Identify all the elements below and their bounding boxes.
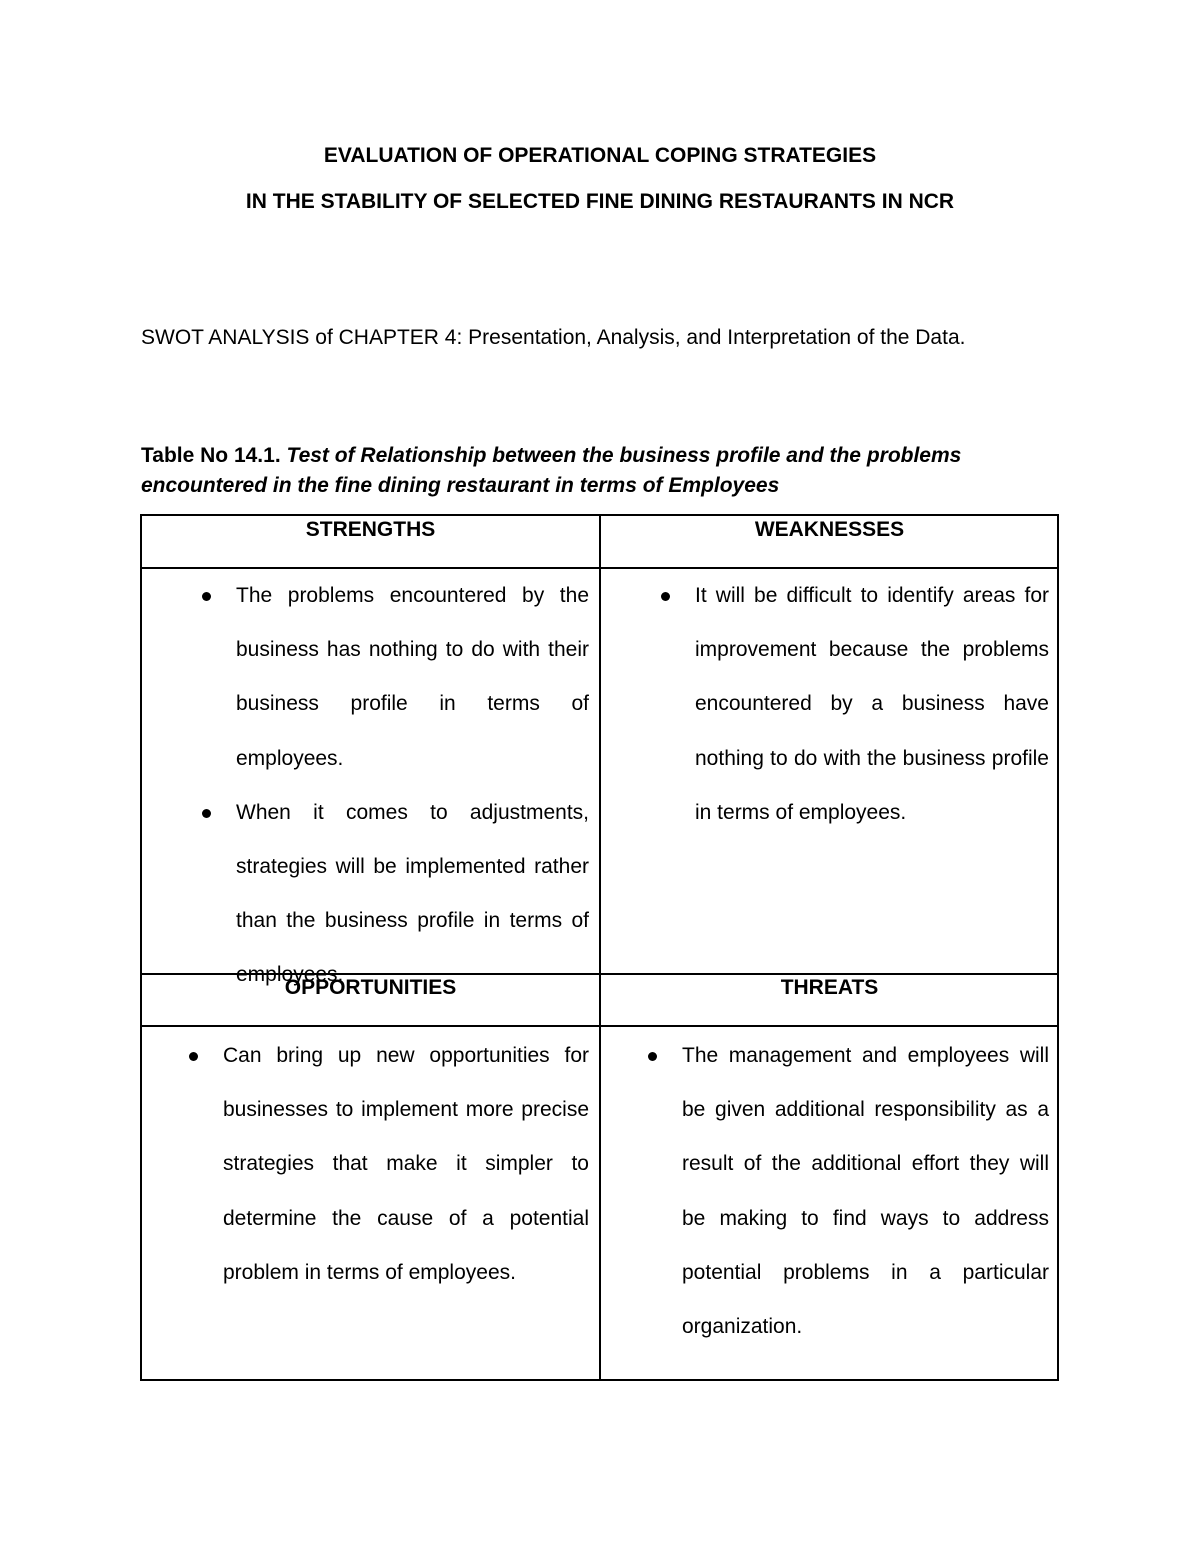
strengths-item [236, 786, 589, 1003]
strengths-item-text: The problems encountered by the business has nothing to do with their business profile in terms of employees. [236, 584, 589, 770]
opportunities-item [223, 1029, 589, 1300]
weaknesses-heading: WEAKNESSES [754, 518, 905, 541]
strengths-item [236, 569, 589, 786]
opportunities-heading: OPPORTUNITIES [284, 976, 457, 999]
opportunities-list [223, 1029, 589, 1300]
threats-item-text: The management and employees will be given additional responsibility as a result of the additional effort they will be making to find ways to address potential problems in a particular organization. [682, 1044, 1049, 1339]
strengths-heading: STRENGTHS [305, 518, 436, 541]
bullet-icon [661, 592, 670, 601]
threats-heading: THREATS [780, 976, 879, 999]
bullet-icon [648, 1052, 657, 1061]
table-caption-label: Table No 14.1. [141, 444, 281, 467]
bullet-icon [202, 809, 211, 818]
opportunities-item-text: Can bring up new opportunities for businesses to implement more precise strategies that make it simpler to determine the cause of a potential problem in terms of employees. [223, 1044, 589, 1284]
document-title-line-2: IN THE STABILITY OF SELECTED FINE DINING RESTAURANTS IN NCR [245, 190, 955, 213]
strengths-item-text: When it comes to adjustments, strategies will be implemented rather than the business profile in terms of employees. [236, 800, 589, 987]
table-caption [141, 441, 1051, 501]
threats-list [682, 1029, 1049, 1354]
swot-table [140, 514, 1059, 1381]
weaknesses-list [695, 569, 1049, 840]
table-caption-text: Test of Relationship between the business profile and the problems encountered in the fine dining restaurant in terms of Employees [141, 444, 962, 497]
swot-header-divider-bottom [142, 1025, 1057, 1027]
threats-item [682, 1029, 1049, 1354]
bullet-icon [202, 592, 211, 601]
weaknesses-item-text: It will be difficult to identify areas for improvement because the problems encountered by a business have nothing to do with the business profile in terms of employees. [695, 584, 1049, 824]
swot-column-divider [599, 516, 601, 1379]
weaknesses-item [695, 569, 1049, 840]
bullet-icon [189, 1052, 198, 1061]
strengths-list [236, 569, 589, 1003]
intro-paragraph: SWOT ANALYSIS of CHAPTER 4: Presentation, Analysis, and Interpretation of the Data. [141, 326, 966, 349]
document-title-line-1: EVALUATION OF OPERATIONAL COPING STRATEGIES [323, 144, 877, 167]
